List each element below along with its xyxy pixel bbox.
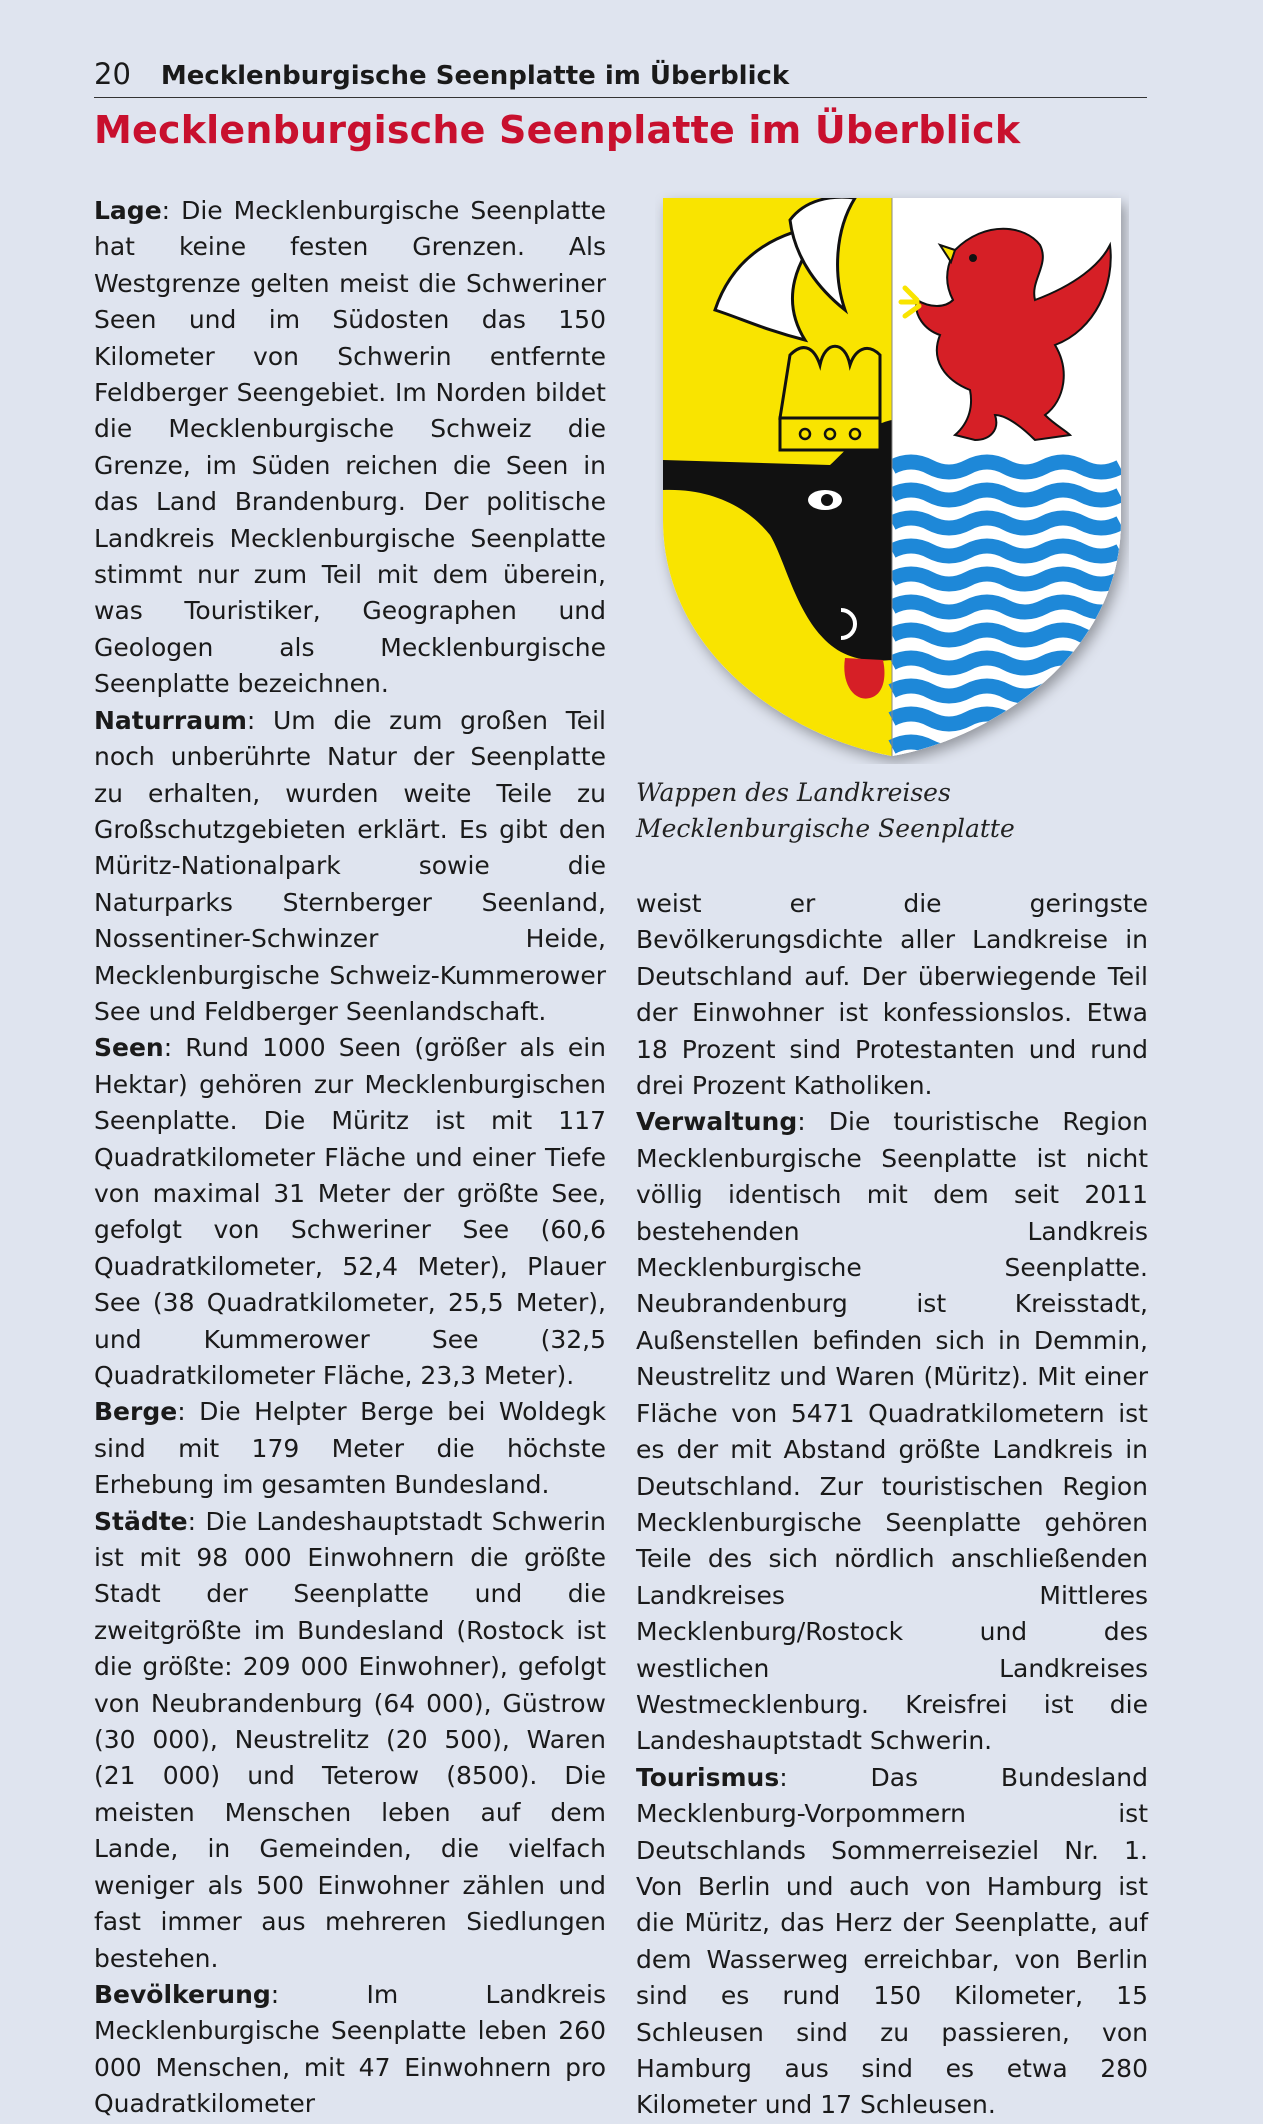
right-column [636,886,1148,2124]
text-naturraum: : Um die zum großen Teil noch unberührte Natur der Seenplatte zu erhalten, wurden weite Teile zu Großschutzgebieten erklärt. Es gibt den Müritz-Nationalpark sowie die Naturparks Sternberger Seenland, Nossentiner-Schwinzer Heide, Mecklenburgische Schweiz-Kummerower See und Feldberger Seenlandschaft. [94,705,606,1026]
text-bevoelkerung: : Im Landkreis Mecklenburgische Seenplatte leben 260 000 Menschen, mit 47 Einwohnern pro Quadratkilometer [94,1979,606,2119]
term-seen: Seen [94,1033,164,1063]
section-lage [94,193,606,703]
text-tourismus: : Das Bundesland Mecklenburg-Vorpommern ist Deutschlands Sommerreiseziel Nr. 1. Von Berlin und auch von Hamburg ist die Müritz, das Herz der Seenplatte, auf dem Wasserweg erreichbar, von Berlin sind es rund 150 Kilometer, 15 Schleusen sind zu passieren, von Hamburg aus sind es etwa 280 Kilometer und 17 Schleusen. [636,1762,1148,2120]
section-staedte [94,1504,606,1977]
section-bevoelkerung-cont [636,886,1148,1104]
running-header [94,58,1147,98]
text-lage: : Die Mecklenburgische Seenplatte hat keine festen Grenzen. Als Westgrenze gelten meist die Schweriner Seen und im Südosten das 150 Kilometer von Schwerin entfernte Feldberger Seengebiet. Im Norden bildet die Mecklenburgische Schweiz die Grenze, im Süden reichen die Seen in das Land Brandenburg. Der politische Landkreis Mecklenburgische Seenplatte stimmt nur zum Teil mit dem überein, was Touristiker, Geographen und Geologen als Mecklenburgische Seenplatte bezeichnen. [94,196,606,699]
text-seen: : Rund 1000 Seen (größer als ein Hektar) gehören zur Mecklenburgischen Seenplatte. Die Müritz ist mit 117 Quadratkilometer Fläche und einer Tiefe von maximal 31 Meter der größte See, gefolgt von Schweriner See (60,6 Quadratkilometer, 52,4 Meter), Plauer See (38 Quadratkilometer, 25,5 Meter), und Kummerower See (32,5 Quadratkilometer Fläche, 23,3 Meter). [94,1033,606,1390]
section-bevoelkerung [94,1977,606,2123]
coat-of-arms-image [655,190,1129,764]
text-berge: : Die Helpter Berge bei Woldegk sind mit 179 Meter die höchste Erhebung im gesamten Bundesland. [94,1397,606,1500]
term-bevoelkerung: Bevölkerung [94,1979,271,2009]
section-seen [94,1030,606,1394]
running-title: Mecklenburgische Seenplatte im Überblick [160,61,790,91]
text-staedte: : Die Landeshauptstadt Schwerin ist mit 98 000 Einwohnern die größte Stadt der Seenplatte und die zweitgrößte im Bundesland (Rostock ist die größte: 209 000 Einwohner), gefolgt von Neubrandenburg (64 000), Güstrow (30 000), Neustrelitz (20 500), Waren (21 000) und Teterow (8500). Die meisten Menschen leben auf dem Lande, in Gemeinden, die vielfach weniger als 500 Einwohner zählen und fast immer aus mehreren Siedlungen bestehen. [94,1506,606,1973]
section-verwaltung [636,1104,1148,1759]
term-lage: Lage [94,196,162,225]
page-title: Mecklenburgische Seenplatte im Überblick [94,108,1021,152]
left-column [94,193,606,2123]
term-tourismus: Tourismus [636,1762,780,1792]
section-tourismus [636,1760,1148,2124]
section-berge [94,1394,606,1503]
term-staedte: Städte [94,1506,188,1536]
term-verwaltung: Verwaltung [636,1107,798,1137]
figure-caption: Wappen des Landkreises Mecklenburgische Seenplatte [636,778,1015,843]
section-naturraum [94,703,606,1031]
text-verwaltung: : Die touristische Region Mecklenburgische Seenplatte ist nicht völlig identisch mit dem seit 2011 bestehenden Landkreis Mecklenburgische Seenplatte. Neubrandenburg ist Kreisstadt, Außenstellen befinden sich in Demmin, Neustrelitz und Waren (Müritz). Mit einer Fläche von 5471 Quadratkilometern ist es der mit Abstand größte Landkreis in Deutschland. Zur touristischen Region Mecklenburgische Seenplatte gehören Teile des sich nördlich anschließenden Landkreises Mittleres Mecklenburg/Rostock und des westlichen Landkreises Westmecklenburg. Kreisfrei ist die Landeshauptstadt Schwerin. [636,1107,1148,1756]
text-bevoelkerung-cont: weist er die geringste Bevölkerungsdichte aller Landkreise in Deutschland auf. Der überwiegende Teil der Einwohner ist konfessionslos. Etwa 18 Prozent sind Protestanten und rund drei Prozent Katholiken. [636,889,1148,1101]
term-naturraum: Naturraum [94,705,247,735]
term-berge: Berge [94,1397,178,1427]
page-number: 20 [94,57,131,91]
